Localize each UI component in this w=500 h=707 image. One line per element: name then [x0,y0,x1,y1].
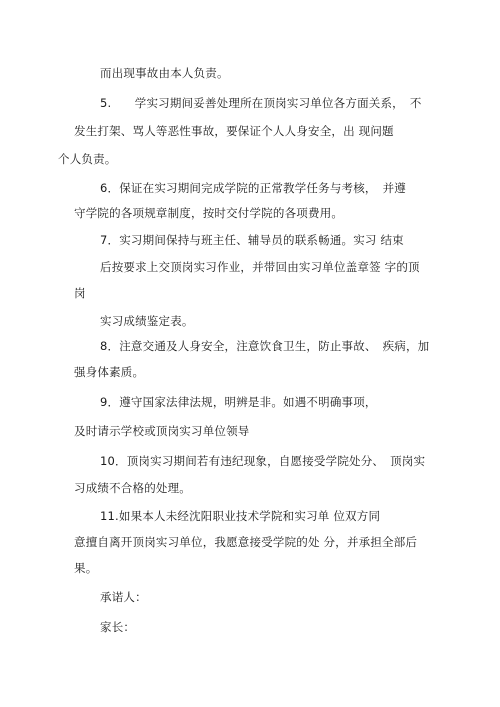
text-line: 强身体素质。 [74,365,145,379]
text-line: 习成绩不合格的处理。 [74,481,191,495]
text-line: 后按要求上交顶岗实习作业，并带回由实习单位盖章签 字的顶 [100,260,420,274]
text-line: 发生打架、骂人等恶性事故，要保证个人人身安全，出 现问题 [74,124,394,138]
text-line: 岗 [74,286,86,300]
text-line: 个人负责。 [58,152,117,166]
text-line: 意擅自离开顶岗实习单位，我愿意接受学院的处 分，并承担全部后 [74,535,418,549]
signature-label-parent: 家长： [100,620,136,634]
text-line: 5. 学实习期间妥善处理所在顶岗实习单位各方面关系， 不 [100,96,422,110]
text-line: 7．实习期间保持与班主任、辅导员的联系畅通。实习 结束 [100,233,404,247]
text-line: 而出现事故由本人负责。 [100,66,229,80]
signature-label-promisor: 承诺人： [100,590,147,604]
text-line: 及时请示学校或顶岗实习单位领导 [74,424,250,438]
text-line: 8．注意交通及人身安全，注意饮食卫生，防止事故、 疾病，加 [100,339,430,353]
text-line: 守学院的各项规章制度，按时交付学院的各项费用。 [74,206,344,220]
text-line: 11.如果本人未经沈阳职业技术学院和实习单 位双方同 [100,509,381,523]
text-line: 实习成绩鉴定表。 [100,314,194,328]
text-line: 10．顶岗实习期间若有违纪现象，自愿接受学院处分、 顶岗实 [100,454,426,468]
text-line: 果。 [74,561,98,575]
text-line: 6．保证在实习期间完成学院的正常教学任务与考核， 并遵 [100,181,406,195]
text-line: 9．遵守国家法律法规，明辨是非。如遇不明确事项， [100,395,377,409]
